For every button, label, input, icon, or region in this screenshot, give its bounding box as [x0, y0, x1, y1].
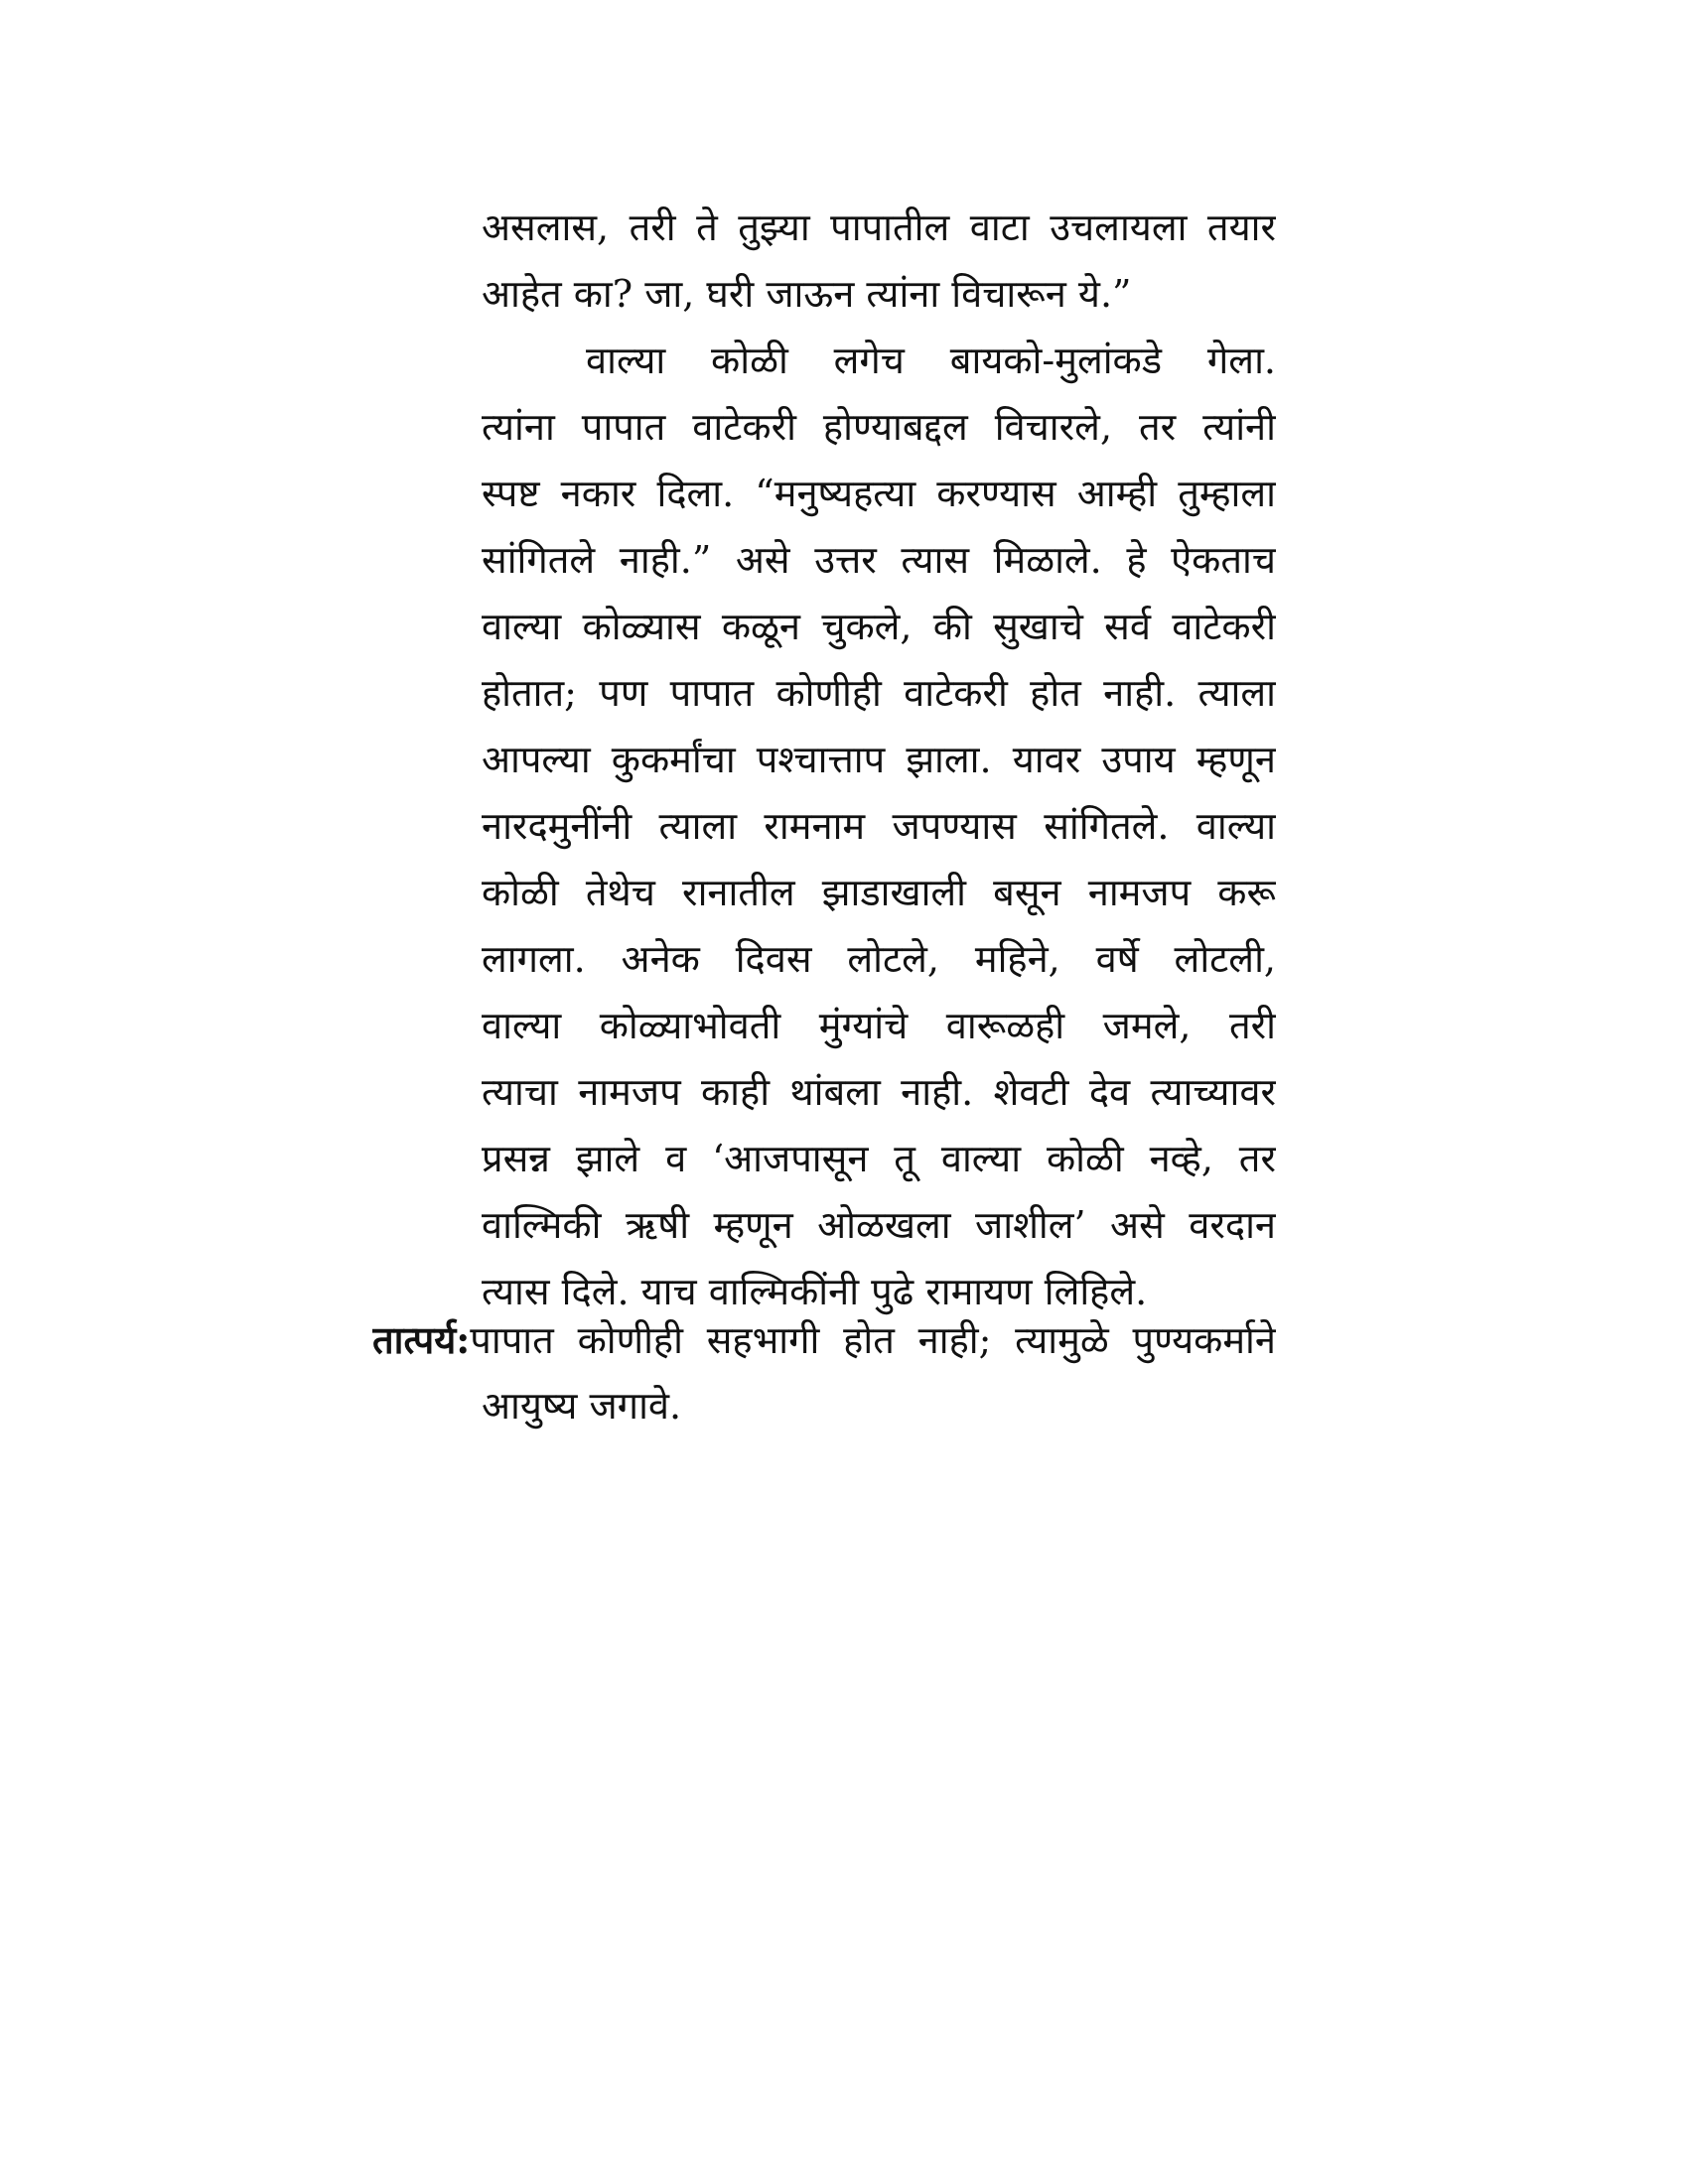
story-line: होतात; पण पापात कोणीही वाटेकरी होत नाही. त्याला — [482, 671, 1276, 715]
story-paragraph-start: वाल्या कोळी लगेच बायको-मुलांकडे गेला. — [586, 339, 1276, 382]
story-line: आहेत का? जा, घरी जाऊन त्यांना विचारून ये.” — [482, 272, 1132, 316]
story-line: सांगितले नाही.” असे उत्तर त्यास मिळाले. हे ऐकताच — [482, 538, 1276, 582]
story-line: प्रसन्न झाले व ‘आजपासून तू वाल्या कोळी नव्हे, तर — [482, 1137, 1276, 1180]
moral-section — [372, 1306, 1276, 1439]
story-text — [482, 195, 1276, 1325]
moral-continuation: आयुष्य जगावे. — [482, 1384, 682, 1428]
moral-first-line — [372, 1306, 1276, 1373]
story-line: वाल्मिकी ऋषी म्हणून ओळखला जाशील’ असे वरदान — [482, 1203, 1276, 1247]
story-line: लागला. अनेक दिवस लोटले, महिने, वर्षे लोटली, — [482, 937, 1276, 981]
story-line: स्पष्ट नकार दिला. “मनुष्यहत्या करण्यास आम्ही तुम्हाला — [482, 472, 1276, 515]
story-line: त्याचा नामजप काही थांबला नाही. शेवटी देव त्याच्यावर — [482, 1070, 1276, 1114]
story-line: त्यांना पापात वाटेकरी होण्याबद्दल विचारले, तर त्यांनी — [482, 405, 1276, 449]
story-line: आपल्या कुकर्मांचा पश्चात्ताप झाला. यावर उपाय म्हणून — [482, 738, 1276, 781]
story-line: कोळी तेथेच रानातील झाडाखाली बसून नामजप करू — [482, 871, 1276, 914]
story-line: असलास, तरी ते तुझ्या पापातील वाटा उचलायला तयार — [482, 205, 1276, 249]
moral-label: तात्पर्य: — [372, 1317, 471, 1362]
moral-text: पापात कोणीही सहभागी होत नाही; त्यामुळे पुण्यकर्माने — [470, 1318, 1276, 1362]
story-line: वाल्या कोळ्याभोवती मुंग्यांचे वारूळही जमले, तरी — [482, 1004, 1276, 1047]
story-line: त्यास दिले. याच वाल्मिकींनी पुढे रामायण लिहिले. — [482, 1270, 1148, 1313]
story-line: नारदमुनींनी त्याला रामनाम जपण्यास सांगितले. वाल्या — [482, 804, 1276, 848]
story-line: वाल्या कोळ्यास कळून चुकले, की सुखाचे सर्व वाटेकरी — [482, 605, 1276, 648]
